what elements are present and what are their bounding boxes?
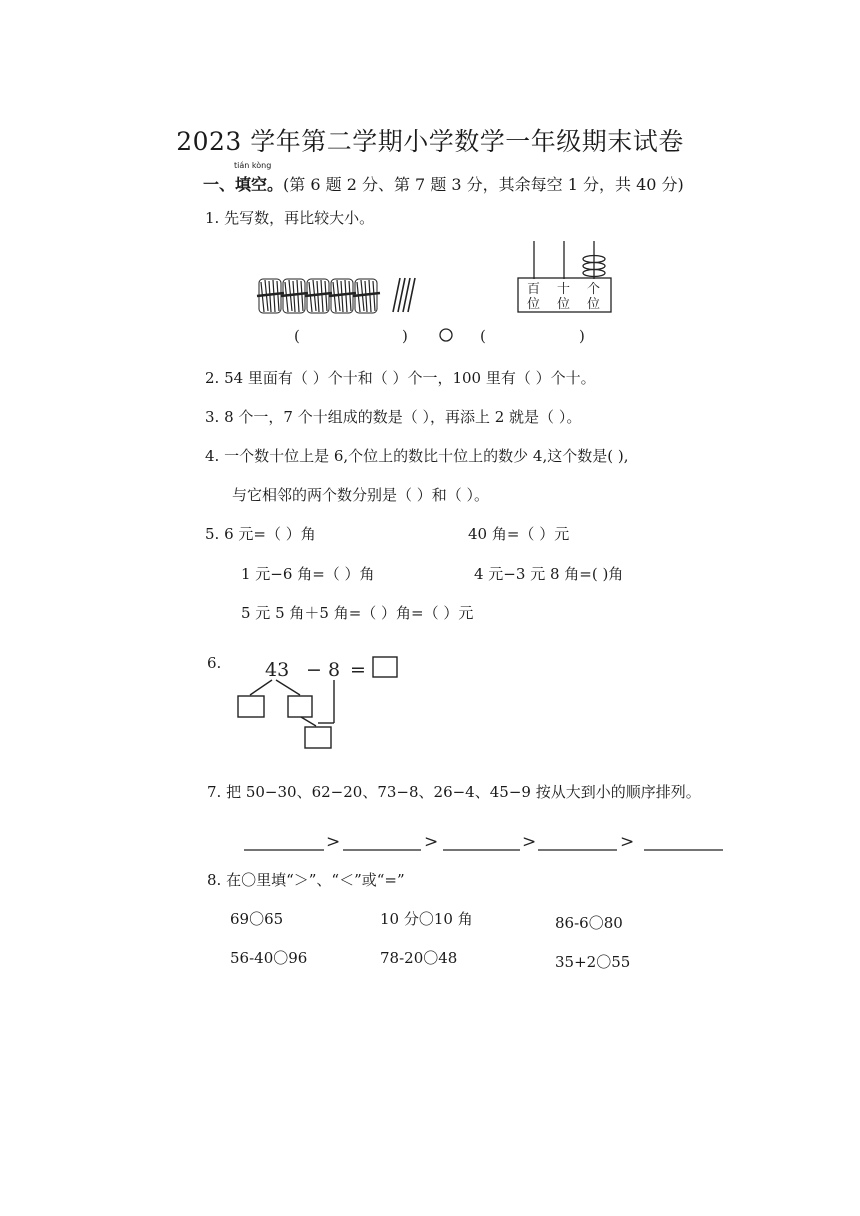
question-5-c: 1 元−6 角=（ ）角 <box>241 565 375 583</box>
section-label: 一、填空。 <box>203 175 284 194</box>
abacus-label-wei-1: 位 <box>527 297 541 312</box>
question-5-d: 4 元−3 元 8 角=( )角 <box>474 565 624 583</box>
question-4-line-2: 与它相邻的两个数分别是（ ）和（ ）。 <box>232 486 490 504</box>
question-5-a: 5. 6 元=（ ）角 <box>205 525 316 543</box>
q6-box-tens <box>238 696 264 717</box>
q1-blank-left-close: ) <box>402 327 408 345</box>
question-1: 1. 先写数，再比较大小。 <box>205 209 375 227</box>
abacus-label-ge: 个 <box>587 282 601 297</box>
abacus-label-wei-2: 位 <box>557 297 571 312</box>
section-pinyin: tián kòng <box>234 161 272 170</box>
stick-bundles <box>257 279 380 313</box>
bundle-1 <box>257 279 284 313</box>
abacus-label-bai: 百 <box>527 282 541 297</box>
bundle-5 <box>353 279 380 313</box>
q8-item-3: 86-6〇80 <box>555 914 623 932</box>
question-4-line-1: 4. 一个数十位上是 6,个位上的数比十位上的数少 4,这个数是( ), <box>205 447 629 465</box>
q6-box-ones <box>288 696 312 717</box>
q6-minuend: 43 <box>265 659 290 681</box>
q6-box-result <box>305 727 331 748</box>
q7-gt-4: > <box>620 832 635 852</box>
compare-circle <box>440 329 452 341</box>
question-8: 8. 在〇里填“＞”、“＜”或“=” <box>207 871 405 889</box>
q8-item-5: 78-20〇48 <box>380 949 458 967</box>
question-7: 7. 把 50−30、62−20、73−8、26−4、45−9 按从大到小的顺序排列。 <box>207 783 701 801</box>
question-3: 3. 8 个一，7 个十组成的数是（ ），再添上 2 就是（ ）。 <box>205 408 582 426</box>
q8-item-1: 69〇65 <box>230 910 284 928</box>
q1-blank-left-open: ( <box>294 327 300 345</box>
bundle-4 <box>329 279 356 313</box>
q7-gt-1: > <box>326 832 341 852</box>
question-5-e: 5 元 5 角＋5 角=（ ）角=（ ）元 <box>241 604 474 622</box>
question-5-b: 40 角=（ ）元 <box>468 525 570 543</box>
q6-number: 6. <box>207 654 222 672</box>
q8-item-4: 56-40〇96 <box>230 949 308 967</box>
q6-equals: = <box>350 659 366 681</box>
abacus-label-wei-3: 位 <box>587 297 601 312</box>
q7-gt-3: > <box>522 832 537 852</box>
q1-blank-right-open: ( <box>480 327 486 345</box>
q6-answer-box <box>373 657 397 677</box>
q8-item-2: 10 分〇10 角 <box>380 910 473 928</box>
q7-gt-2: > <box>424 832 439 852</box>
q1-blank-right-close: ) <box>579 327 585 345</box>
page-title: 2023 学年第二学期小学数学一年级期末试卷 <box>176 127 684 156</box>
section-note: (第 6 题 2 分、第 7 题 3 分，其余每空 1 分，共 40 分) <box>283 175 684 194</box>
q6-subtrahend: 8 <box>328 659 341 681</box>
bundle-2 <box>281 279 308 313</box>
q6-minus: − <box>306 659 322 681</box>
single-sticks <box>393 278 415 312</box>
question-2: 2. 54 里面有（ ）个十和（ ）个一，100 里有（ ）个十。 <box>205 369 596 387</box>
q8-item-6: 35+2〇55 <box>555 953 631 971</box>
bundle-3 <box>305 279 332 313</box>
abacus-label-shi: 十 <box>557 282 571 297</box>
